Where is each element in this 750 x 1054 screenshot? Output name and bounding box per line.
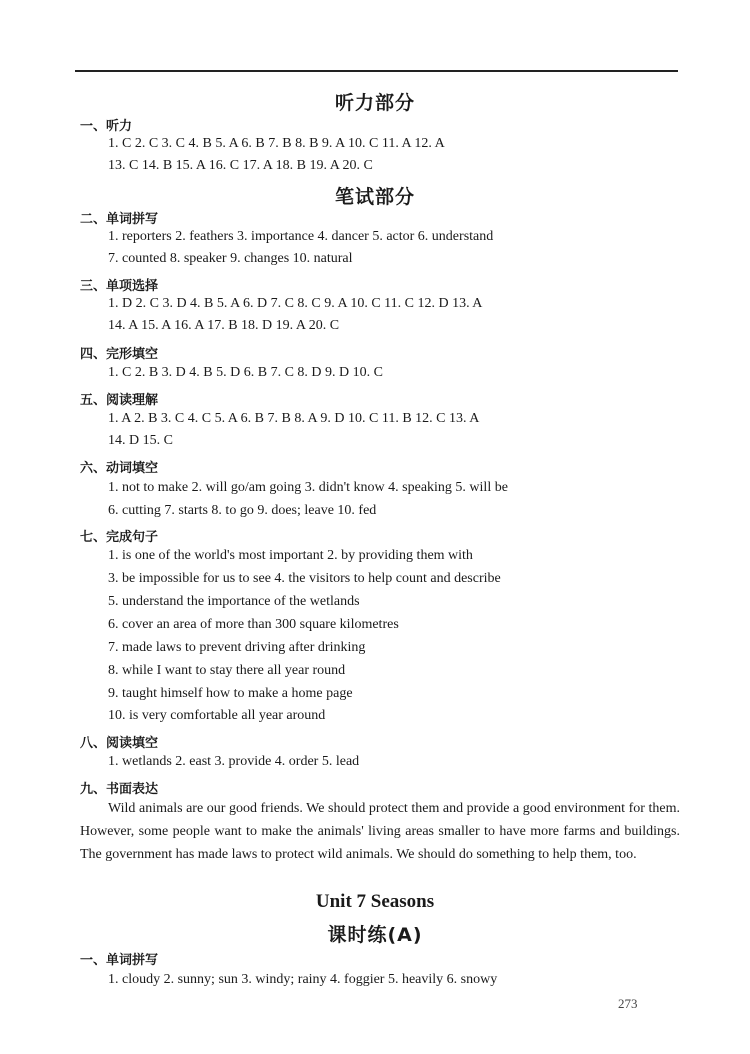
answer-line: 1. A 2. B 3. C 4. C 5. A 6. B 7. B 8. A 9. D 10. C 11. B 12. C 13. A	[108, 411, 480, 426]
answer-line: 3. be impossible for us to see 4. the visitors to help count and describe	[108, 571, 501, 586]
answer-line: 6. cutting 7. starts 8. to go 9. does; leave 10. fed	[108, 503, 377, 518]
answer-line: 7. counted 8. speaker 9. changes 10. natural	[108, 251, 353, 266]
answer-line: 1. C 2. B 3. D 4. B 5. D 6. B 7. C 8. D 9. D 10. C	[108, 365, 383, 380]
section-heading-spelling: 一、单词拼写	[80, 953, 159, 968]
answer-line: 8. while I want to stay there all year round	[108, 663, 346, 678]
answer-line: 1. reporters 2. feathers 3. importance 4. dancer 5. actor 6. understand	[108, 229, 494, 244]
section-heading-verb-fill: 六、动词填空	[80, 461, 159, 476]
section-heading-writing: 九、书面表达	[80, 782, 159, 797]
answer-line: 14. A 15. A 16. A 17. B 18. D 19. A 20. C	[108, 318, 340, 333]
answer-line: 14. D 15. C	[108, 433, 173, 448]
answer-line: 1. C 2. C 3. C 4. B 5. A 6. B 7. B 8. B 9. A 10. C 11. A 12. A	[108, 136, 445, 151]
section-heading-listening: 一、听力	[80, 119, 133, 134]
section-heading-cloze: 四、完形填空	[80, 347, 159, 362]
answer-line: 1. D 2. C 3. D 4. B 5. A 6. D 7. C 8. C 9. A 10. C 11. C 12. D 13. A	[108, 296, 483, 311]
section-heading-spelling: 二、单词拼写	[80, 212, 159, 227]
answer-line: 1. cloudy 2. sunny; sun 3. windy; rainy 4. foggier 5. heavily 6. snowy	[108, 972, 498, 987]
top-rule	[75, 70, 678, 72]
lesson-subtitle: 课时练(A)	[327, 924, 423, 946]
answer-line: 10. is very comfortable all year around	[108, 708, 326, 723]
section-heading-reading-fill: 八、阅读填空	[80, 736, 159, 751]
written-part-title: 笔试部分	[334, 186, 415, 208]
section-heading-multiple-choice: 三、单项选择	[80, 279, 159, 294]
unit-title: Unit 7 Seasons	[315, 891, 435, 912]
answer-line: 7. made laws to prevent driving after drinking	[108, 640, 366, 655]
answer-line: 9. taught himself how to make a home page	[108, 686, 353, 701]
answer-line: 13. C 14. B 15. A 16. C 17. A 18. B 19. A 20. C	[108, 158, 373, 173]
writing-paragraph: Wild animals are our good friends. We should protect them and provide a good environment for them. However, some people want to make the animals' living areas smaller to have more farms and buildings. The government has made laws to protect wild animals. We should do something to help them, too.	[80, 801, 680, 862]
answer-line: 1. not to make 2. will go/am going 3. didn't know 4. speaking 5. will be	[108, 480, 508, 495]
section-heading-reading: 五、阅读理解	[80, 393, 159, 408]
answer-line: 1. is one of the world's most important 2. by providing them with	[108, 548, 473, 563]
answer-line: 6. cover an area of more than 300 square kilometres	[108, 617, 399, 632]
listening-part-title: 听力部分	[334, 92, 415, 114]
answer-line: 5. understand the importance of the wetlands	[108, 594, 360, 609]
section-heading-sentence-completion: 七、完成句子	[80, 530, 159, 545]
answer-line: 1. wetlands 2. east 3. provide 4. order 5. lead	[108, 754, 360, 769]
page-number: 273	[618, 996, 638, 1011]
